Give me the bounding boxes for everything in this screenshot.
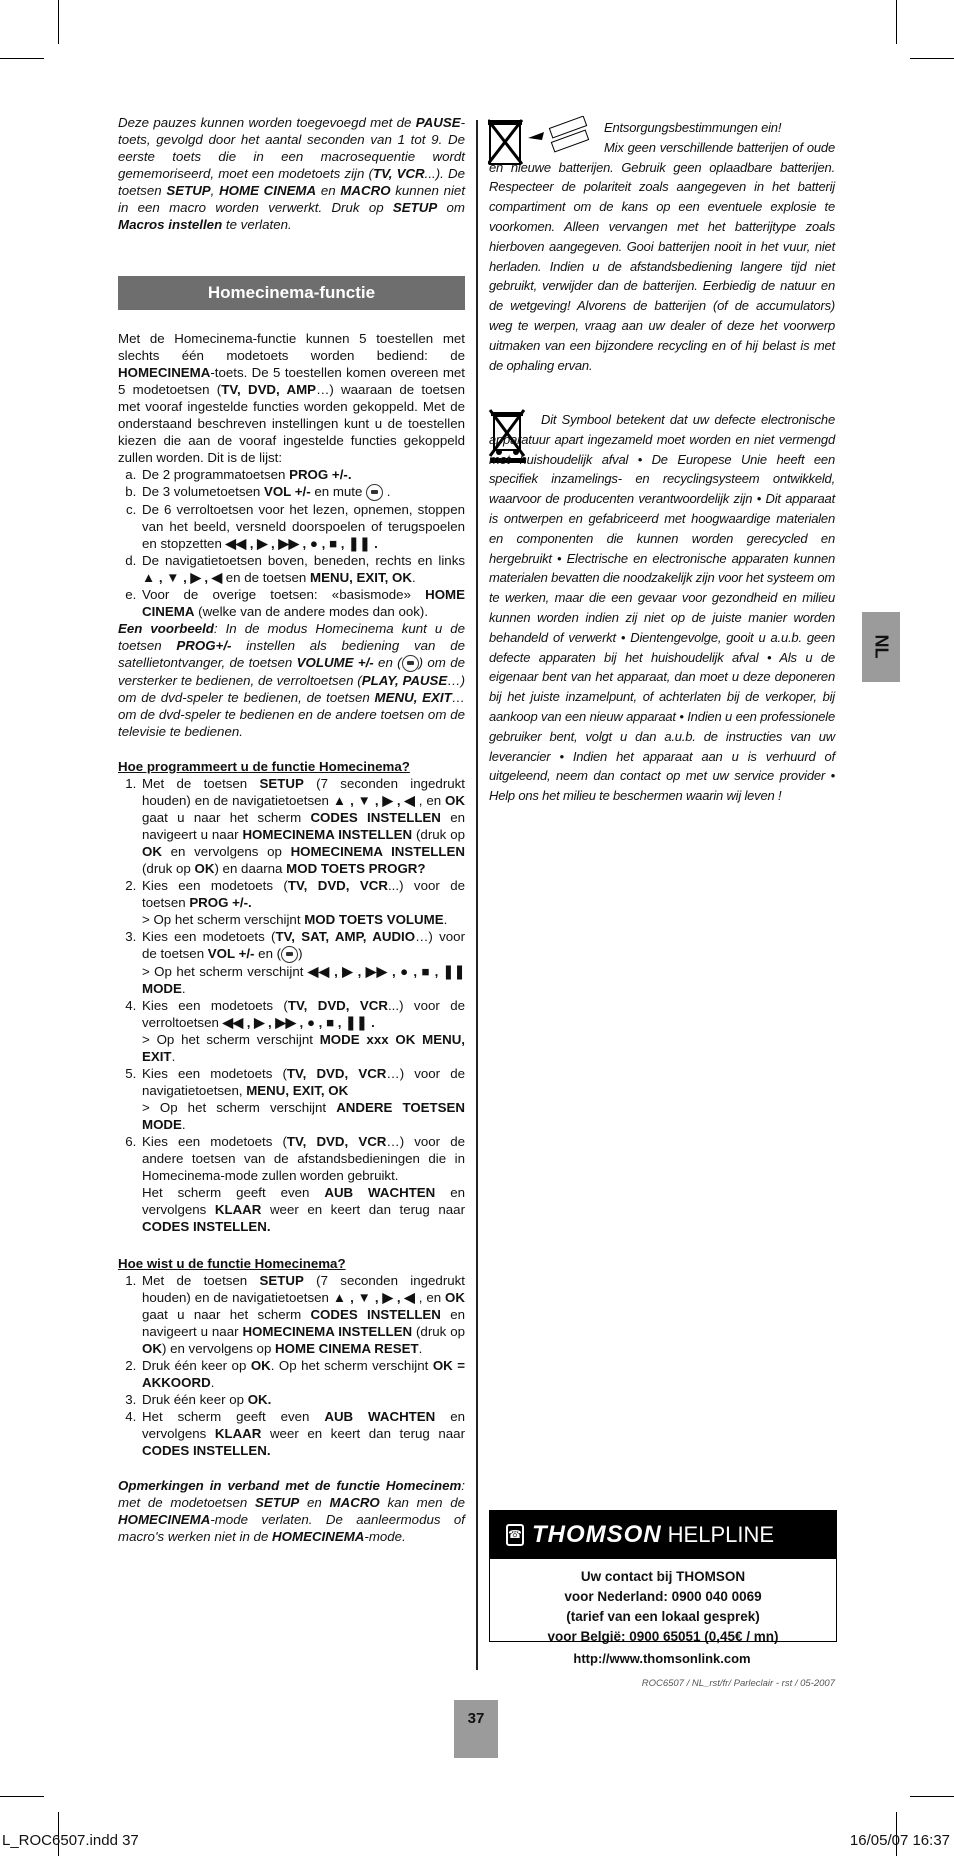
helpline-box xyxy=(489,1510,837,1642)
program-step: 6. Kies een modetoets (TV, DVD, VCR…) voor de andere toetsen van de afstandsbedieningen die in Homecinema-mode zullen worden gebruikt. Het scherm geeft even AUB WACHTEN en vervolgens KLAAR weer en keert dan terug naar CODES INSTELLEN. xyxy=(140,1133,465,1235)
remarks-paragraph: Opmerkingen in verband met de functie Homecinem: met de modetoetsen SETUP en MACRO kan men de HOMECINEMA-mode verlaten. De aanleermodus of macro's werken niet in de HOMECINEMA-mode. xyxy=(118,1477,465,1544)
clear-step: 3. Druk één keer op OK. xyxy=(140,1391,465,1408)
column-divider xyxy=(476,120,478,1670)
website-link[interactable]: http://www.thomsonlink.com xyxy=(573,1651,751,1666)
left-column xyxy=(118,114,465,233)
key-group-item: e. Voor de overige toetsen: «basismode» HOME CINEMA (welke van de andere modes dan ook). xyxy=(140,586,465,620)
helpline-line: Uw contact bij THOMSON xyxy=(580,1569,746,1584)
helpline-line: voor Nederland: 0900 040 0069 xyxy=(564,1589,762,1604)
battery-heading: Entsorgungsbestimmungen ein! xyxy=(604,120,782,135)
crop-mark xyxy=(910,58,954,59)
section-title: Homecinema-functie xyxy=(118,276,465,310)
clear-step: 2. Druk één keer op OK. Op het scherm verschijnt OK = AKKOORD. xyxy=(140,1357,465,1391)
mute-icon xyxy=(402,655,419,672)
language-tab-label: NL xyxy=(871,634,892,659)
crop-mark xyxy=(58,0,59,44)
program-step: 1. Met de toetsen SETUP (7 seconden ingedrukt houden) en de navigatietoetsen ▲ , ▼ , ▶ , ◀ , en OK gaat u naar het scherm CODES INSTELLEN en navigeert u naar HOMECINEMA INSTELLEN (druk op OK en vervolgens op HOMECINEMA INSTELLEN (druk op OK) en daarna MOD TOETS PROGR? xyxy=(140,775,465,877)
key-group-item: b. De 3 volumetoetsen VOL +/- en mute . xyxy=(140,483,465,501)
key-group-item: d. De navigatietoetsen boven, beneden, rechts en links ▲ , ▼ , ▶ , ◀ en de toetsen MENU, EXIT, OK. xyxy=(140,552,465,586)
key-group-item: c. De 6 verroltoetsen voor het lezen, opnemen, stoppen van het beeld, versneld doorspoelen of terugspoelen en stopzetten ◀◀ , ▶ , ▶▶ , ● , ■ , ❚❚ . xyxy=(140,501,465,552)
document-reference: ROC6507 / NL_rst/fr/ Parleclair - rst / 05-2007 xyxy=(641,1678,835,1689)
mute-icon xyxy=(366,484,383,501)
key-group-list xyxy=(118,466,465,620)
example-paragraph: Een voorbeeld: In de modus Homecinema kunt u de toetsen PROG+/- instellen als bediening van de satellietontvanger, de toetsen VOLUME +/- en ( ) om de versterker te bedienen, de verroltoetsen (PLAY, PAUSE…) om de dvd-speler te bedienen, de toetsen MENU, EXIT… om de dvd-speler te bedienen en de andere toetsen om de televisie te bedienen. xyxy=(118,620,466,739)
helpline-brand: THOMSON xyxy=(532,1521,662,1548)
clear-step: 4. Het scherm geeft even AUB WACHTEN en vervolgens KLAAR weer en keert dan terug naar CODES INSTELLEN. xyxy=(140,1408,465,1459)
clear-step: 1. Met de toetsen SETUP (7 seconden ingedrukt houden) en de navigatietoetsen ▲ , ▼ , ▶ , ◀ , en OK gaat u naar het scherm CODES INSTELLEN en navigeert u naar HOMECINEMA INSTELLEN (druk op OK) en vervolgens op HOME CINEMA RESET. xyxy=(140,1272,465,1357)
helpline-line: voor België: 0900 65051 (0,45€ / mn) xyxy=(547,1629,779,1644)
helpline-banner xyxy=(490,1511,836,1559)
footer-date: 16/05/07 16:37 xyxy=(849,1832,950,1849)
section-intro: Met de Homecinema-functie kunnen 5 toestellen met slechts één modetoets worden bediend: de HOMECINEMA-toets. De 5 toestellen komen overeen met 5 modetoetsen (TV, DVD, AMP…) waaraan de toetsen met vooraf ingestelde functies worden gekoppeld. Met de onderstaand beschreven instellingen kunt u de toestellen kiezen die aan de vooraf ingestelde functies gekoppeld zullen worden. Dit is de lijst: xyxy=(118,331,465,465)
clear-title: Hoe wist u de functie Homecinema? xyxy=(118,1255,346,1271)
program-step: 4. Kies een modetoets (TV, DVD, VCR...) voor de verroltoetsen ◀◀ , ▶ , ▶▶ , ● , ■ , ❚❚ . > Op het scherm verschijnt MODE xxx OK MENU, EXIT. xyxy=(140,997,465,1065)
footer-file: L_ROC6507.indd 37 xyxy=(2,1832,139,1849)
homecinema-body xyxy=(118,330,465,1545)
helpline-label: HELPLINE xyxy=(667,1522,775,1547)
clear-steps-list xyxy=(118,1272,465,1459)
program-step: 3. Kies een modetoets (TV, SAT, AMP, AUDIO…) voor de toetsen VOL +/- en ( ) > Op het scherm verschijnt ◀◀ , ▶ , ▶▶ , ● , ■ , ❚❚ MODE. xyxy=(140,928,465,997)
crop-mark xyxy=(0,1796,44,1797)
helpline-contact xyxy=(490,1559,836,1647)
battery-text: Mix geen verschillende batterijen of oude en nieuwe batterijen. Gebruik geen oplaadbare batterijen. Respecteer de polariteit zoals aangegeven in het batterij compartiment om de kans op een eventuele explosie te voorkomen. Alleen vervangen met het batterijtype zoals hierboven aangegeven. Gooi batterijen nooit in het vuur, niet herladen. Indien u de afstandsbediening langere tijd niet gebruikt, verwijder dan de batterijen. Eerbiedig de natuur en de wetgeving! Alvorens de batterijen (of de accumulators) weg te werpen, vraag aan uw dealer of deze het voorwerp uitmaken van een bijzondere recycling en of hij belast is met de ophaling ervan. xyxy=(489,139,835,373)
crop-mark xyxy=(0,58,44,59)
battery-section xyxy=(489,118,835,375)
weee-text: Dit Symbool betekent dat uw defecte electronische apparatuur apart ingezameld moet worden en niet vermengd met huishoudelijk afval • De Europese Unie heeft een specifiek inzamelings- en recyclingsysteem ontwikkeld, waarvoor de producenten verantwoordelijk zijn • Dit apparaat is ontwerpen en gefabriceerd met hoogwaardige materialen en componenten die kunnen worden gerecycled en hergebruikt • Electrische en electronische apparaten kunnen materialen bevatten die noodzakelijk zijn voor het systeem om te werken, maar die een gevaar voor gezondheid en milieu kunnen worden indien zij niet op de juiste manier worden behandeld of verwerkt • Dientengevolge, gooit u a.u.b. geen defecte apparaten bij het huishoudelijk afval • Als u de eigenaar bent van het apparaat, dan moet u deze deponeren bij het juiste inzamelpunt, of achterlaten bij de verkoper, bij aankoop van een nieuw apparaat • Indien u een professionele gebruiker bent, volgt u dan a.u.b. de instructies van uw leverancier • Indien het apparaat aan u is verhuurd of uitgeleend, neem dan contact op met uw service provider • Help ons het milieu te beschermen waarin wij leven ! xyxy=(489,412,835,804)
macro-intro: Deze pauzes kunnen worden toegevoegd met de PAUSE-toets, gevolgd door het aantal seconden van 1 tot 9. De eerste toets die in een macrosequentie wordt gememoriseerd, moet een modetoets zijn (TV, VCR...). De toetsen SETUP, HOME CINEMA en MACRO kunnen niet in een macro worden verwerkt. Druk op SETUP om Macros instellen te verlaten. xyxy=(118,115,466,232)
program-step: 2. Kies een modetoets (TV, DVD, VCR...) voor de toetsen PROG +/-. > Op het scherm verschijnt MOD TOETS VOLUME. xyxy=(140,877,465,928)
crop-mark xyxy=(910,1796,954,1797)
crop-mark xyxy=(896,0,897,44)
page-number: 37 xyxy=(467,1710,485,1727)
page-number-box xyxy=(454,1700,498,1758)
language-tab xyxy=(862,612,900,682)
helpline-line: (tarief van een lokaal gesprek) xyxy=(566,1609,760,1624)
key-group-item: a. De 2 programmatoetsen PROG +/-. xyxy=(140,466,465,483)
program-title: Hoe programmeert u de functie Homecinema? xyxy=(118,758,410,774)
program-step: 5. Kies een modetoets (TV, DVD, VCR…) voor de navigatietoetsen, MENU, EXIT, OK > Op het scherm verschijnt ANDERE TOETSEN MODE. xyxy=(140,1065,465,1133)
program-steps-list xyxy=(118,775,465,1235)
mute-icon xyxy=(281,946,298,963)
weee-section xyxy=(489,410,835,806)
phone-icon: ☎ xyxy=(506,1524,524,1546)
